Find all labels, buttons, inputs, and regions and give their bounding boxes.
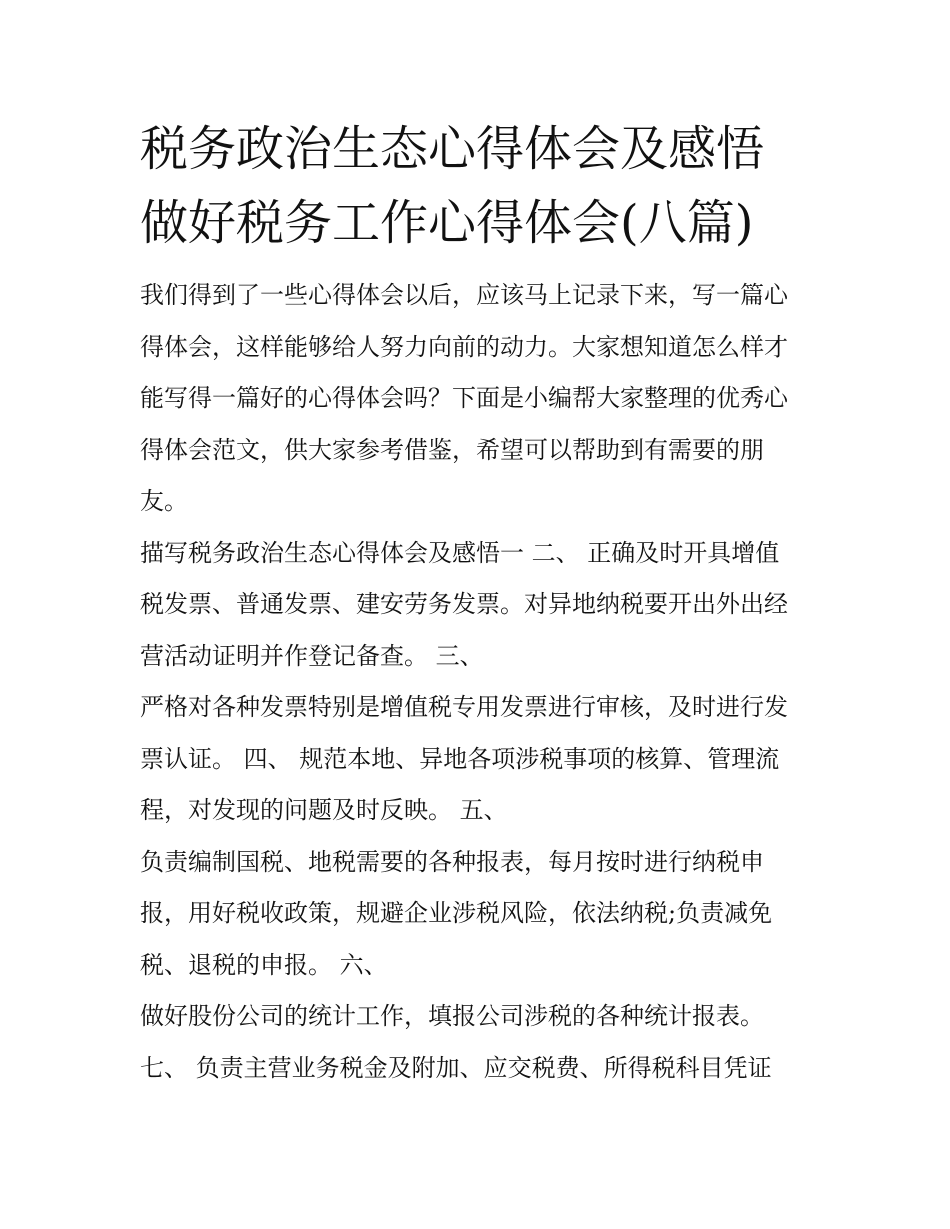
body-line: 负责编制国税、地税需要的各种报表，每月按时进行纳税申: [140, 847, 764, 876]
body-line: 报，用好税收政策，规避企业涉税风险，依法纳税;负责减免: [140, 899, 773, 927]
body-line: 做好股份公司的统计工作，填报公司涉税的各种统计报表。: [140, 1002, 764, 1030]
body-line: 严格对各种发票特别是增值税专用发票进行审核，及时进行发: [140, 693, 788, 721]
body-line: 描写税务政治生态心得体会及感悟一 二、 正确及时开具增值: [140, 538, 780, 567]
body-line: 七、 负责主营业务税金及附加、应交税费、所得税科目凭证: [140, 1053, 772, 1082]
body-line: 票认证。 四、 规范本地、异地各项涉税事项的核算、管理流: [140, 744, 780, 773]
document-title: [140, 112, 830, 260]
title-line-1: 税务政治生态心得体会及感悟: [140, 121, 765, 177]
document-body: [140, 270, 830, 1094]
body-line: 得体会范文，供大家参考借鉴，希望可以帮助到有需要的朋: [140, 435, 764, 464]
body-line: 友。: [140, 487, 188, 515]
body-line: 我们得到了一些心得体会以后，应该马上记录下来，写一篇心: [140, 281, 788, 309]
body-line: 得体会，这样能够给人努力向前的动力。大家想知道怎么样才: [140, 332, 788, 361]
document-page: [140, 112, 830, 1094]
body-line: 程，对发现的问题及时反映。 五、: [140, 796, 508, 824]
body-line: 税发票、普通发票、建安劳务发票。对异地纳税要开出外出经: [140, 590, 788, 618]
body-line: 税、退税的申报。 六、: [140, 950, 388, 979]
body-line: 营活动证明并作登记备查。 三、: [140, 641, 484, 670]
title-line-2: 做好税务工作心得体会(八篇): [140, 195, 754, 251]
body-line: 能写得一篇好的心得体会吗？下面是小编帮大家整理的优秀心: [140, 384, 788, 412]
